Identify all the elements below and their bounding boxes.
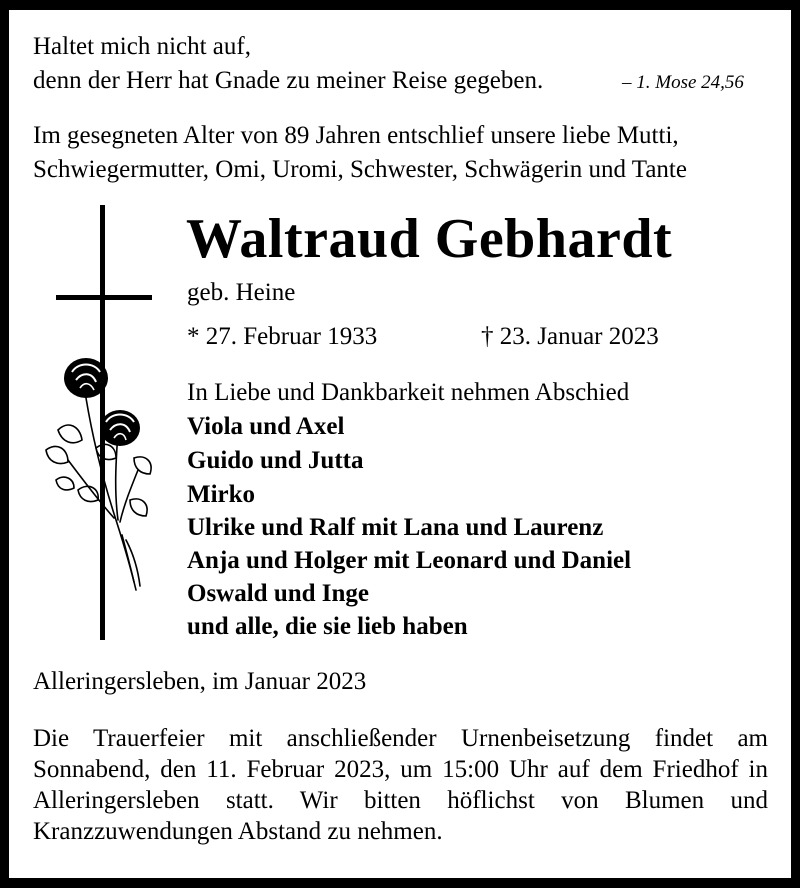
mourner-line: Ulrike und Ralf mit Lana und Laurenz [187,514,604,541]
intro-line-1: Im gesegneten Alter von 89 Jahren entschlief unsere liebe Mutti, [33,122,679,149]
rose-lower [100,410,140,446]
place-date: Alleringersleben, im Januar 2023 [33,668,367,695]
mourner-line: Oswald und Inge [187,580,370,607]
intro-line-2: Schwiegermutter, Omi, Uromi, Schwester, Schwägerin und Tante [33,156,687,183]
mourners-heading: In Liebe und Dankbarkeit nehmen Abschied [187,379,630,406]
mourner-line: Viola und Axel [187,413,345,440]
mourner-line: Anja und Holger mit Leonard und Daniel [187,547,632,574]
rose-upper [64,358,108,398]
death-date: † 23. Januar 2023 [481,323,659,350]
roses-icon [38,350,158,600]
birth-date: * 27. Februar 1933 [187,323,378,350]
mourner-line: Guido und Jutta [187,447,364,474]
mourner-line: Mirko [187,481,256,508]
deceased-name: Waltraud Gebhardt [186,208,673,270]
quote-source: – 1. Mose 24,56 [622,72,744,93]
mourner-line: und alle, die sie lieb haben [187,613,468,640]
funeral-notice: Die Trauerfeier mit anschließender Urnenbeisetzung findet am Sonnabend, den 11. Februar 2023, um 15:00 Uhr auf dem Friedhof in Alleringersleben statt. Wir bitten höflichst von Blumen und Kranzzuwendungen Abstand zu nehmen. [33,725,768,845]
maiden-name: geb. Heine [187,279,296,306]
quote-line-2: denn der Herr hat Gnade zu meiner Reise gegeben. [33,67,544,94]
quote-line-1: Haltet mich nicht auf, [33,33,251,60]
